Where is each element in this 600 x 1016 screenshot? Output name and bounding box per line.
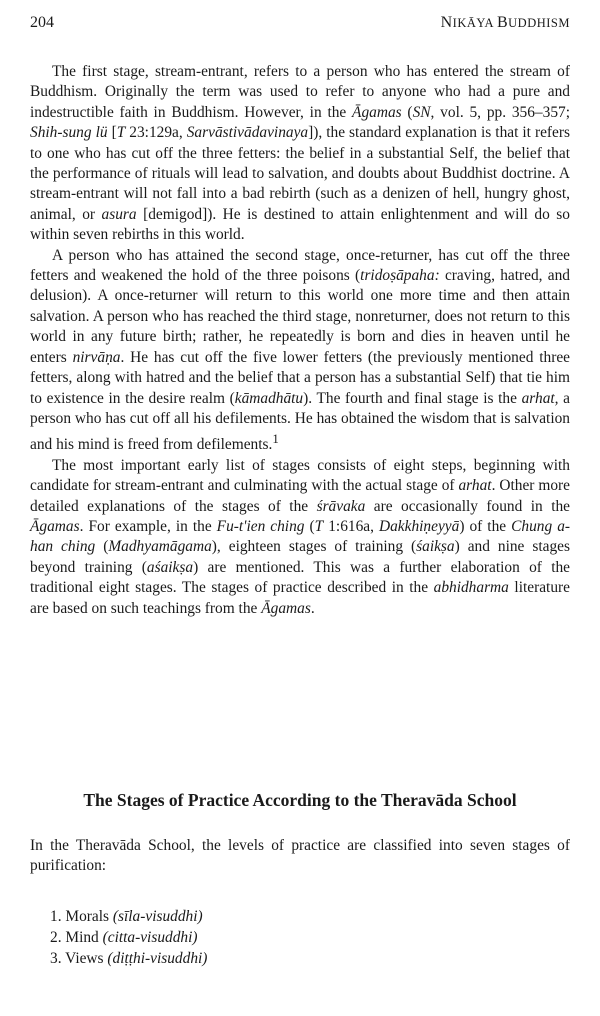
section-heading: The Stages of Practice According to the Theravāda School: [83, 790, 517, 810]
page-header: [30, 14, 570, 38]
section-intro-text: In the Theravāda School, the levels of practice are classified into seven stages of purification:: [30, 837, 570, 875]
section-intro: [30, 836, 570, 877]
paragraph: A person who has attained the second stage, once-returner, has cut off the three fetters and weakened the hold of the three poisons (tridoṣāpaha: craving, hatred, and delusion). A once-returner will return to this world one more time and then attain salvation. A person who has reached the third stage, nonreturner, does not return to this world in any future birth; rather, he repeatedly is born and dies in heaven until he enters nirvāṇa. He has cut off the five lower fetters (the previously mentioned three fetters, along with hatred and the belief that a person has a substantial Self) that tie him to existence in the desire realm (kāmadhātu). The fourth and final stage is the arhat, a person who has cut off all his defilements. He has obtained the wisdom that is salvation and his mind is freed from defilements.$^1$: [30, 246, 570, 454]
running-head: NIKĀYA BUDDHISM: [440, 14, 570, 31]
main-text: [30, 62, 570, 619]
list-item: 2. Mind (citta-visuddhi): [50, 929, 198, 946]
purification-stages-list: [50, 906, 207, 969]
list-item: 1. Morals (sīla-visuddhi): [50, 908, 203, 925]
paragraph: The first stage, stream-entrant, refers to a person who has entered the stream of Buddhism. Originally the term was used to refer to anyone who had a pure and indestructible faith in Buddhism. However, in the Āgamas (SN, vol. 5, pp. 356–357; Shih-sung lü [T 23:129a, Sarvāstivādavinaya]), the standard explanation is that it refers to one who has cut off the three fetters: the belief in a substantial Self, the belief that the performance of rituals will lead to salvation, and doubts about Buddhist doctrine. A stream-entrant will not fall into a bad rebirth (such as a denizen of hell, hungry ghost, animal, or asura [demigod]). He is destined to attain enlightenment and will do so within seven rebirths in this world.: [30, 63, 570, 244]
page-number: 204: [30, 14, 54, 31]
paragraph: The most important early list of stages consists of eight steps, beginning with candidate for stream-entrant and culminating with the actual stage of arhat. Other more detailed explanations of the stages of the śrāvaka are occasionally found in the Āgamas. For example, in the Fu-t'ien ching (T 1:616a, Dakkhiṇeyyā) of the Chung a-han ching (Madhyamāgama), eighteen stages of training (śaikṣa) and nine stages beyond training (aśaikṣa) are mentioned. This was a further elaboration of the traditional eight stages. The stages of practice described in the abhidharma literature are based on such teachings from the Āgamas.: [30, 456, 571, 617]
list-item: 3. Views (diṭṭhi-visuddhi): [50, 950, 208, 967]
